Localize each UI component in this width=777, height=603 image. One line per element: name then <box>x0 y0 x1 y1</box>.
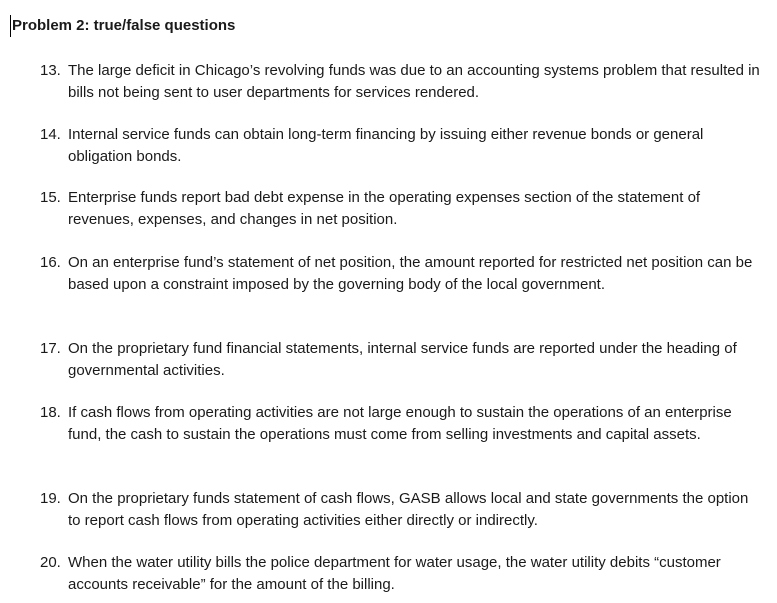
question-number: 20. <box>40 554 61 571</box>
question-item <box>40 552 762 595</box>
question-number: 16. <box>40 254 61 271</box>
question-text: On the proprietary funds statement of cash flows, GASB allows local and state governments the option to report cash flows from operating activities either directly or indirectly. <box>68 490 749 529</box>
question-item <box>40 402 762 445</box>
question-text: Internal service funds can obtain long-term financing by issuing either revenue bonds or general obligation bonds. <box>68 126 704 165</box>
question-item <box>40 60 762 103</box>
question-number: 18. <box>40 404 61 421</box>
question-number: 19. <box>40 490 61 507</box>
question-text: Enterprise funds report bad debt expense in the operating expenses section of the statement of revenues, expenses, and changes in net position. <box>68 189 701 228</box>
question-text: On an enterprise fund’s statement of net position, the amount reported for restricted net position can be based upon a constraint imposed by the governing body of the local government. <box>68 254 753 293</box>
question-item <box>40 488 762 531</box>
question-number: 17. <box>40 340 61 357</box>
question-item <box>40 187 762 230</box>
text-cursor <box>10 15 11 37</box>
question-item <box>40 124 762 167</box>
question-item <box>40 252 762 295</box>
question-number: 15. <box>40 189 61 206</box>
question-text: If cash flows from operating activities are not large enough to sustain the operations of an enterprise fund, the cash to sustain the operations must come from selling investments and capital assets. <box>68 404 732 443</box>
question-text: On the proprietary fund financial statements, internal service funds are reported under the heading of governmental activities. <box>68 340 737 379</box>
question-number: 13. <box>40 62 61 79</box>
question-item <box>40 338 762 381</box>
question-text: When the water utility bills the police department for water usage, the water utility debits “customer accounts receivable” for the amount of the billing. <box>68 554 721 593</box>
question-number: 14. <box>40 126 61 143</box>
question-text: The large deficit in Chicago’s revolving funds was due to an accounting systems problem that resulted in bills not being sent to user departments for services rendered. <box>68 62 760 101</box>
section-heading: Problem 2: true/false questions <box>12 17 236 34</box>
